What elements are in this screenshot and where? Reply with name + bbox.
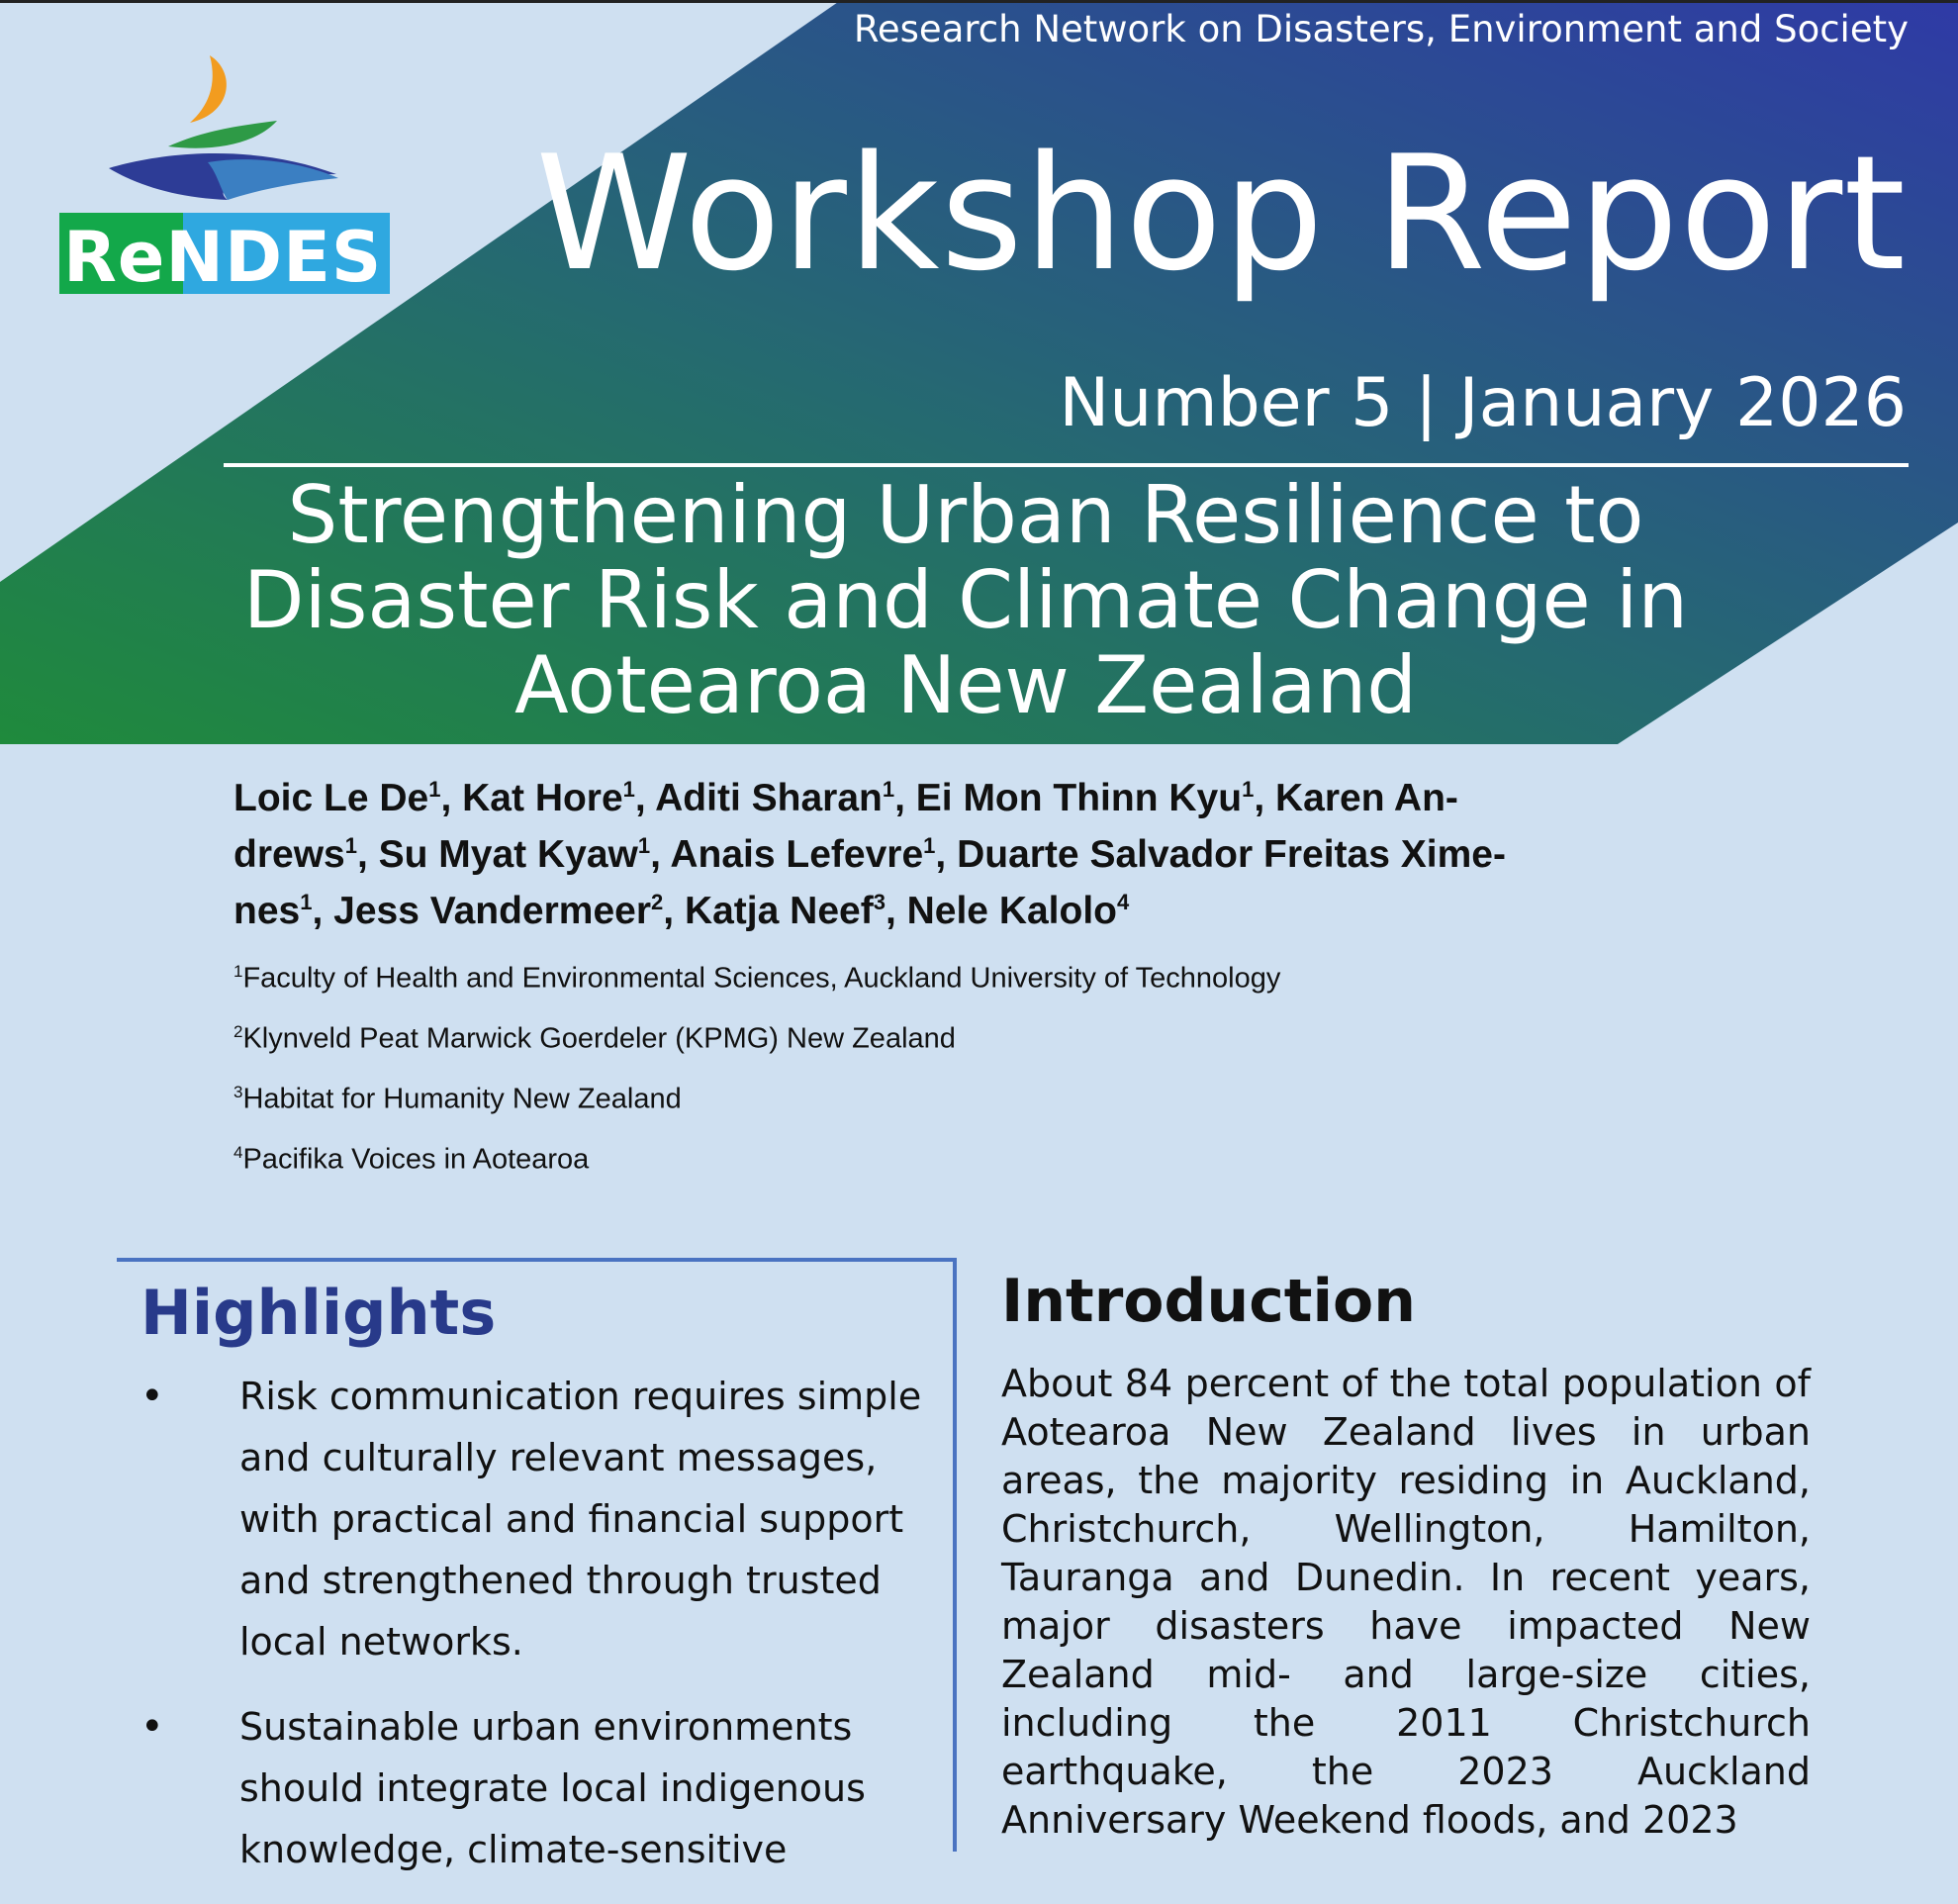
highlights-heading: Highlights bbox=[140, 1277, 497, 1349]
author-line: drews$^1$, Su Myat Kyaw$^1$, Anais Lefevre$^1$, Duarte Salvador Freitas Xime- bbox=[233, 833, 1506, 876]
author-line: nes$^1$, Jess Vandermeer$^2$, Katja Neef$^3$, Nele Kalolo$^4$ bbox=[233, 890, 1130, 932]
affiliation-list bbox=[233, 962, 1280, 1203]
highlights-list bbox=[140, 1366, 932, 1904]
network-name: Research Network on Disasters, Environment and Society bbox=[853, 8, 1909, 50]
top-rule bbox=[0, 0, 1958, 3]
issue-number-date: Number 5 | January 2026 bbox=[1059, 364, 1907, 442]
highlights-box-side-border bbox=[953, 1258, 957, 1852]
highlight-text: Risk communication requires simple and culturally relevant messages, with practical and financial support and strengthened through trusted local networks. bbox=[239, 1375, 922, 1664]
title-line: Disaster Risk and Climate Change in bbox=[242, 554, 1689, 646]
logo-emblem-icon bbox=[59, 51, 390, 210]
report-main-title bbox=[224, 469, 1708, 731]
highlights-box-top-border bbox=[117, 1258, 955, 1262]
bullet-icon: • bbox=[140, 1374, 164, 1419]
introduction-heading: Introduction bbox=[1001, 1267, 1416, 1336]
title-divider bbox=[224, 463, 1909, 467]
title-line: Aotearoa New Zealand bbox=[513, 639, 1418, 731]
title-line: Strengthening Urban Resilience to bbox=[287, 469, 1644, 561]
introduction-text: About 84 percent of the total population of Aotearoa New Zealand lives in urban areas, the majority residing in Auckland, Christchurch, Wellington, Hamilton, Tauranga and Dunedin. In recent years, major disasters have impacted New Zealand mid- and large-size cities, including the 2011 Christchurch earthquake, the 2023 Auckland Anniversary Weekend floods, and 2023 bbox=[1001, 1362, 1811, 1842]
affiliation: $^4$Pacifika Voices in Aotearoa bbox=[233, 1143, 590, 1176]
author-line: Loic Le De$^1$, Kat Hore$^1$, Aditi Sharan$^1$, Ei Mon Thinn Kyu$^1$, Karen An- bbox=[233, 777, 1458, 819]
highlight-text: Sustainable urban environments should integrate local indigenous knowledge, climate-sensitive bbox=[239, 1705, 866, 1871]
highlight-item bbox=[140, 1696, 932, 1880]
logo-text: ReNDES bbox=[63, 217, 383, 298]
report-title: Workshop Report bbox=[535, 121, 1907, 306]
affiliation: $^1$Faculty of Health and Environmental Sciences, Auckland University of Technology bbox=[233, 962, 1281, 995]
affiliation: $^3$Habitat for Humanity New Zealand bbox=[233, 1083, 682, 1115]
author-list bbox=[233, 770, 1579, 939]
affiliation: $^2$Klynveld Peat Marwick Goerdeler (KPMG) New Zealand bbox=[233, 1022, 956, 1055]
rendes-logo bbox=[59, 51, 390, 298]
logo-wordmark bbox=[59, 213, 390, 298]
bullet-icon: • bbox=[140, 1704, 164, 1750]
highlight-item bbox=[140, 1366, 932, 1672]
